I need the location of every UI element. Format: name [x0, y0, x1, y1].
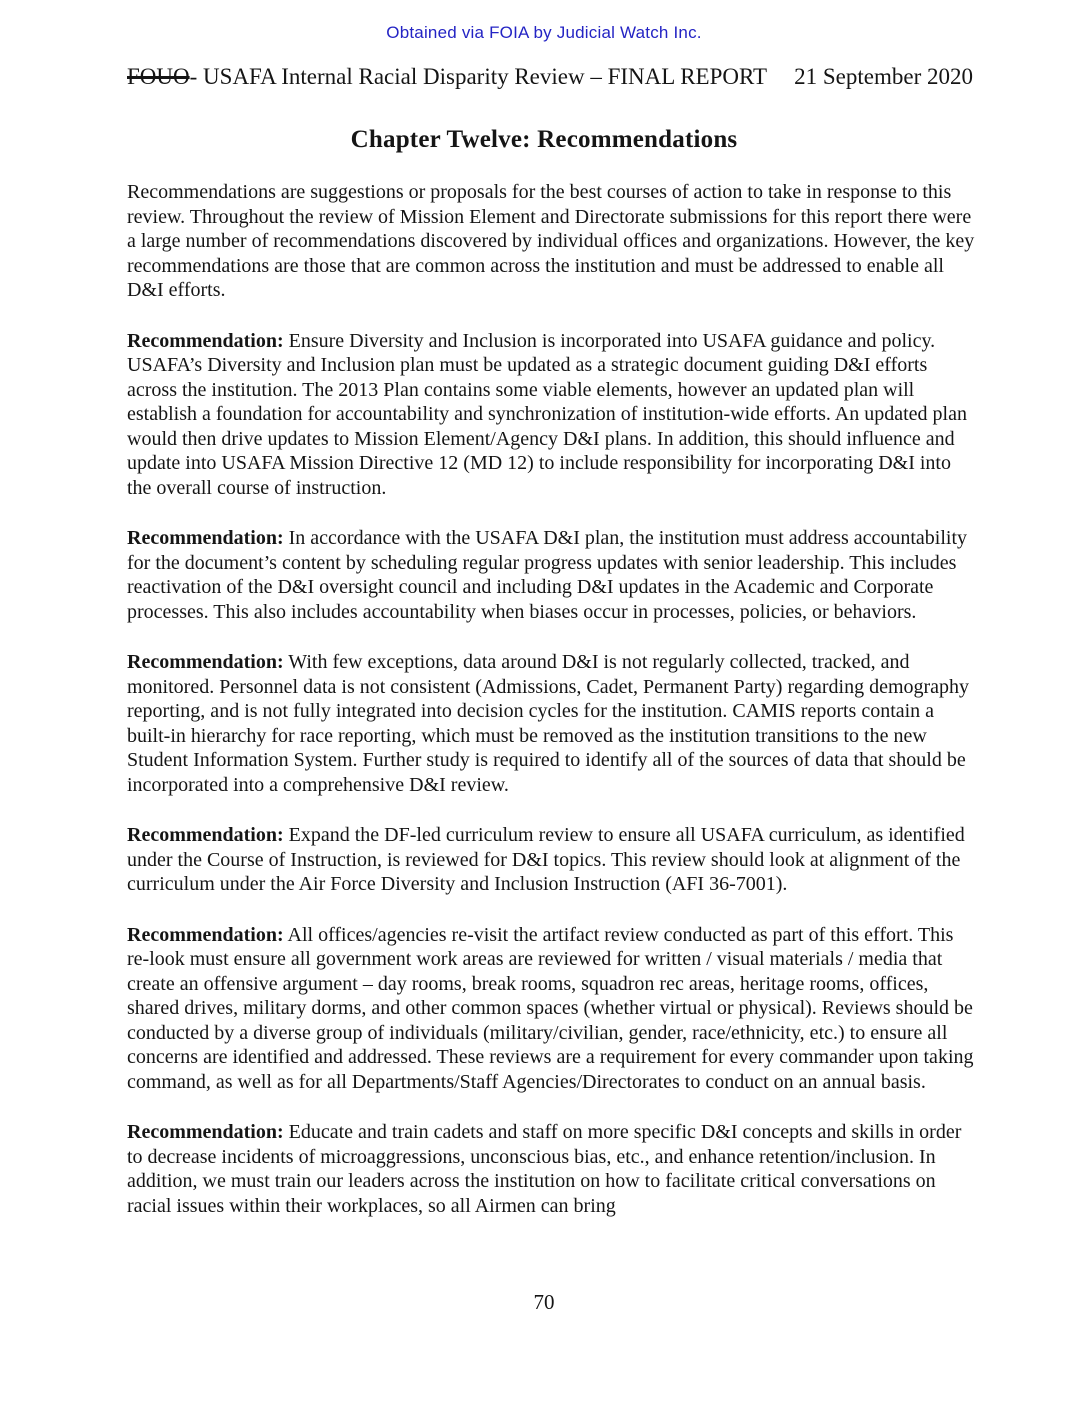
paragraph-text: All offices/agencies re-visit the artifact review conducted as part of this effort. This re-look must ensure all government work areas are reviewed for written / visual materials / media that create an offensive argument – day rooms, break rooms, squadron rec areas, heritage rooms, offices, shared drives, military dorms, and other common spaces (whether virtual or physical). Reviews should be conducted by a diverse group of individuals (military/civilian, gender, race/ethnicity, etc.) to ensure all concerns are identified and addressed. These reviews are a requirement for every commander upon taking command, as well as for all Departments/Staff Agencies/Directorates to conduct on an annual basis.: [127, 923, 974, 1093]
recommendation-label: Recommendation:: [127, 527, 284, 549]
foia-notice: Obtained via FOIA by Judicial Watch Inc.: [386, 23, 702, 42]
body-content: [127, 180, 976, 1218]
recommendation-label: Recommendation:: [127, 824, 284, 846]
recommendation-paragraph-5: [127, 923, 976, 1095]
recommendation-paragraph-3: [127, 650, 976, 797]
recommendation-paragraph-6: [127, 1120, 976, 1218]
recommendation-label: Recommendation:: [127, 1121, 284, 1143]
recommendation-label: Recommendation:: [127, 329, 284, 352]
header-date: 21 September 2020: [794, 64, 973, 89]
paragraph-text: In accordance with the USAFA D&I plan, the institution must address accountability for the document’s content by scheduling regular progress updates with senior leadership. This includes reactivation of the D&I oversight council and including D&I updates in the Academic and Corporate processes. This also includes accountability when biases occur in processes, policies, or behaviors.: [127, 527, 968, 623]
header-title: USAFA Internal Racial Disparity Review – FINAL REPORT: [203, 64, 768, 89]
recommendation-paragraph-4: [127, 823, 976, 897]
recommendation-paragraph-2: [127, 526, 976, 624]
recommendation-paragraph-1: [127, 329, 976, 501]
paragraph-text: Educate and train cadets and staff on more specific D&I concepts and skills in order to decrease incidents of microaggressions, unconscious bias, etc., and enhance retention/inclusion. In addition, we must train our leaders across the institution on how to facilitate critical conversations on racial issues within their workplaces, so all Airmen can bring: [127, 1121, 962, 1217]
paragraph-text: With few exceptions, data around D&I is not regularly collected, tracked, and monitored. Personnel data is not consistent (Admissions, Cadet, Permanent Party) regarding demography reporting, and is not fully integrated into decision cycles for the institution. CAMIS reports contain a built-in hierarchy for race reporting, which must be removed as the institution transitions to the new Student Information System. Further study is required to identify all of the sources of data that should be incorporated into a comprehensive D&I review.: [127, 651, 970, 796]
paragraph-text: Recommendations are suggestions or proposals for the best courses of action to take in response to this review. Throughout the review of Mission Element and Directorate submissions for this report there were a large number of recommendations discovered by individual offices and organizations. However, the key recommendations are those that are common across the institution and must be addressed to enable all D&I efforts.: [127, 181, 975, 301]
page-header: [127, 64, 973, 90]
recommendation-label: Recommendation:: [127, 651, 284, 673]
paragraph-text: Ensure Diversity and Inclusion is incorporated into USAFA guidance and policy. USAFA’s Diversity and Inclusion plan must be updated as a strategic document guiding D&I efforts across the institution. The 2013 Plan contains some viable elements, however an updated plan will establish a foundation for accountability and synchronization of institution-wide efforts. An updated plan would then drive updates to Mission Element/Agency D&I plans. In addition, this should influence and update into USAFA Mission Directive 12 (MD 12) to include responsibility for incorporating D&I into the overall course of instruction.: [127, 329, 967, 499]
intro-paragraph: [127, 180, 976, 303]
recommendation-label: Recommendation:: [127, 923, 284, 946]
header-separator: -: [189, 64, 204, 89]
fouo-classification-struck: FOUO: [127, 64, 190, 89]
chapter-title: Chapter Twelve: Recommendations: [350, 126, 738, 153]
header-left: [127, 64, 767, 90]
paragraph-text: Expand the DF-led curriculum review to ensure all USAFA curriculum, as identified under the Course of Instruction, is reviewed for D&I topics. This review should look at alignment of the curriculum under the Air Force Diversity and Inclusion Instruction (AFI 36-7001).: [127, 824, 965, 895]
page-number: 70: [533, 1290, 555, 1314]
